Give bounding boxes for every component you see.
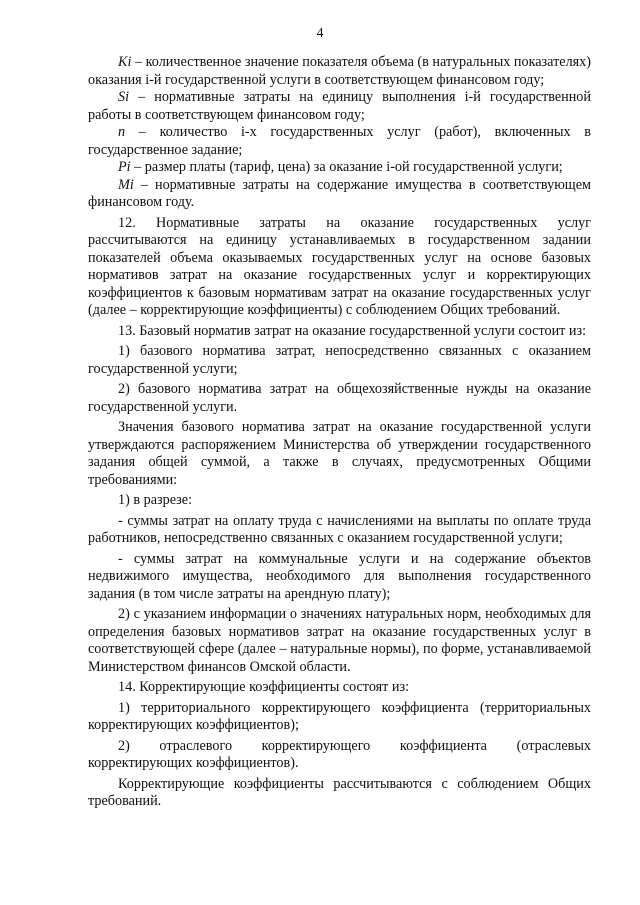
page-number: 4 [316,26,324,41]
paragraph-13-item-2: 2) базового норматива затрат на общехозяйственные нужды на оказание государственной услуги. [88,381,591,415]
document-body [88,54,591,811]
variable-symbol: Mi [118,176,134,193]
definition-text: – количественное значение показателя объема (в натуральных показателях) оказания i-й государственной услуги в соответствующем финансовом году; [88,54,591,88]
variable-symbol: Si [118,89,130,105]
variable-symbol: Pi [118,159,131,175]
variable-symbol: Ki [118,54,132,70]
paragraph-correcting-coefficients: Корректирующие коэффициенты рассчитываются с соблюдением Общих требований. [88,775,591,809]
variable-symbol: n [118,124,126,140]
paragraph-13: 13. Базовый норматив затрат на оказание государственной услуги состоит из: [118,322,587,339]
definition-text: – размер платы (тариф, цена) за оказание i-ой государственной услуги; [130,159,563,175]
paragraph-14: 14. Корректирующие коэффициенты состоят из: [118,679,410,695]
definition-n [88,124,591,159]
definition-text: – количество i-х государственных услуг (работ), включенных в государственное задание; [88,124,591,158]
definition-mi [88,177,591,212]
list-item-breakdown: 1) в разрезе: [118,492,193,508]
paragraph-13-item-1: 1) базового норматива затрат, непосредственно связанных с оказанием государственной услуги; [88,343,591,377]
list-subitem-labor-costs: - суммы затрат на оплату труда с начислениями на выплаты по оплате труда работников, непосредственно связанных с оказанием государственной услуги; [88,512,591,546]
list-item-natural-norms: 2) с указанием информации о значениях натуральных норм, необходимых для определения базовых нормативов затрат на оказание государственных услуг в соответствующей сфере (далее – натуральные нормы), по форме, устанавливаемой Министерством финансов Омской области. [88,606,591,675]
paragraph-base-norm-values: Значения базового норматива затрат на оказание государственной услуги утверждаются распоряжением Министерства об утверждении государственного задания общей суммой, а также в случаях, предусмотренных Общими требованиями: [88,419,591,488]
definition-text: – нормативные затраты на единицу выполнения i-й государственной работы в соответствующем финансовом году; [88,89,591,123]
paragraph-14-item-2: 2) отраслевого корректирующего коэффициента (отраслевых корректирующих коэффициентов). [88,737,591,771]
definition-si [88,89,591,124]
definition-text: – нормативные затраты на содержание имущества в соответствующем финансовом году. [88,176,591,210]
paragraph-14-item-1: 1) территориального корректирующего коэффициента (территориальных корректирующих коэффициентов); [88,699,591,733]
list-subitem-utility-costs: - суммы затрат на коммунальные услуги и на содержание объектов недвижимого имущества, необходимого для выполнения государственного задания (в том числе затраты на арендную плату); [88,550,591,602]
definition-ki [88,54,591,89]
paragraph-12: 12. Нормативные затраты на оказание государственных услуг рассчитываются на единицу устанавливаемых в государственном задании показателей объема оказываемых государственных услуг на основе базовых нормативов затрат на оказание государственных услуг и корректирующих коэффициентов к базовым нормативам затрат на оказание государственных услуг (далее – корректирующие коэффициенты) с соблюдением Общих требований. [88,214,591,318]
definition-pi [88,159,591,177]
